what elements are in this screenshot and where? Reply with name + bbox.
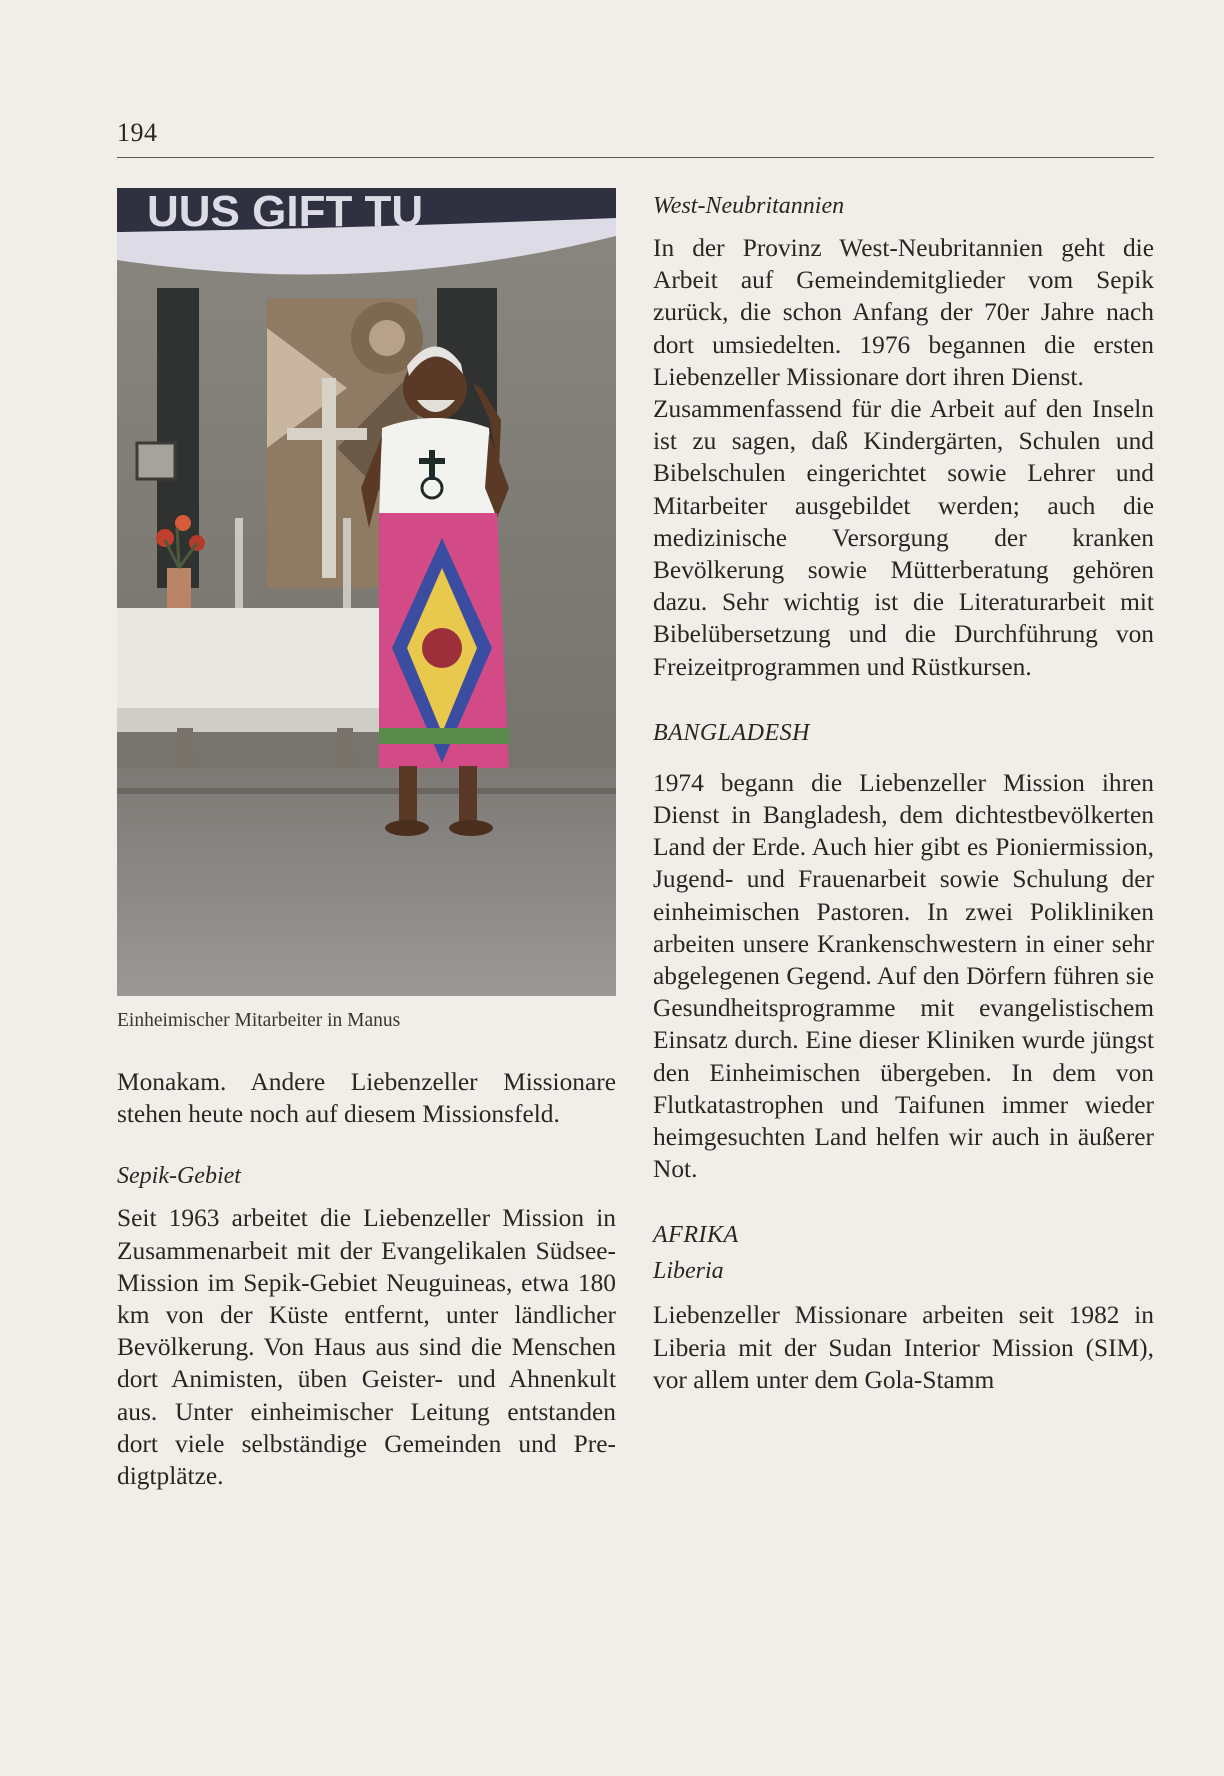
svg-text:UUS GIFT TU: UUS GIFT TU (147, 188, 424, 236)
photo-caption: Einheimischer Mitarbeiter in Manus (117, 1010, 401, 1031)
paragraph-liberia: Liebenzeller Missionare arbeiten seit 1982 in Liberia mit der Sudan Interior Mission (SIM), vor allem unter dem Gola-Stamm (653, 1301, 1154, 1394)
left-column (117, 188, 616, 1492)
heading-west-neubritannien: West-Neubritannien (653, 193, 845, 219)
right-column (653, 188, 1154, 1396)
page-number: 194 (117, 118, 158, 147)
paragraph-sepik: Seit 1963 arbeitet die Liebenzeller Mission in Zusammenarbeit mit der Evangelikalen Südsee-Mission im Sepik-Gebiet Neuguineas, etwa 180 km von der Küste entfernt, unter ländlicher Bevölkerung. Von Haus aus sind die Menschen dort Animisten, üben Geister- und Ahnenkult aus. Unter einheimischer Leitung entstanden dort viele selbständige Gemeinden und Predigtplätze. (117, 1204, 616, 1491)
heading-sepik-gebiet: Sepik-Gebiet (117, 1163, 241, 1190)
heading-afrika: AFRIKA (653, 1222, 739, 1249)
paragraph-zusammenfassend: Zusammenfassend für die Arbeit auf den Inseln ist zu sagen, daß Kindergärten, Schulen und Bibelschulen eingerichtet sowie Lehrer und Mitarbeiter ausgebildet werden; auch die medizinische Versorgung der kranken Bevölkerung sowie Mütterberatung gehören dazu. Sehr wichtig ist die Literaturarbeit mit Bibelübersetzung und die Durchführung von Freizeitprogrammen und Rüstkursen. (653, 395, 1154, 681)
missionary-speaking-photo (117, 188, 616, 996)
paragraph-monakam: Monakam. Andere Liebenzeller Missionare stehen heute noch auf diesem Missionsfeld. (117, 1068, 616, 1129)
header-rule (117, 157, 1154, 158)
heading-bangladesh: BANGLADESH (653, 719, 810, 746)
paragraph-bangladesh: 1974 begann die Liebenzeller Mission ihren Dienst in Bangladesh, dem dichtestbevölkerten Land der Erde. Auch hier gibt es Pioniermission, Jugend- und Frauenarbeit sowie Schulung der einheimischen Pastoren. In zwei Polikliniken arbeiten unsere Krankenschwestern in einer sehr abgelegenen Gegend. Auf den Dörfern führen sie Gesundheitsprogramme mit evangelistischem Einsatz durch. Eine dieser Kliniken wurde jüngst den Einheimischen übergeben. In dem von Flutkatastrophen und Taifunen immer wieder heimgesuchten Land helfen wir auch in äußerer Not. (653, 768, 1154, 1184)
paragraph-west-neubritannien: In der Provinz West-Neubritannien geht die Arbeit auf Gemeindemitglieder vom Sepik zurück, die schon Anfang der 70er Jahre nach dort umsiedelten. 1976 begannen die ersten Liebenzeller Missionare dort ihren Dienst. (653, 234, 1154, 391)
heading-liberia: Liberia (653, 1258, 724, 1285)
